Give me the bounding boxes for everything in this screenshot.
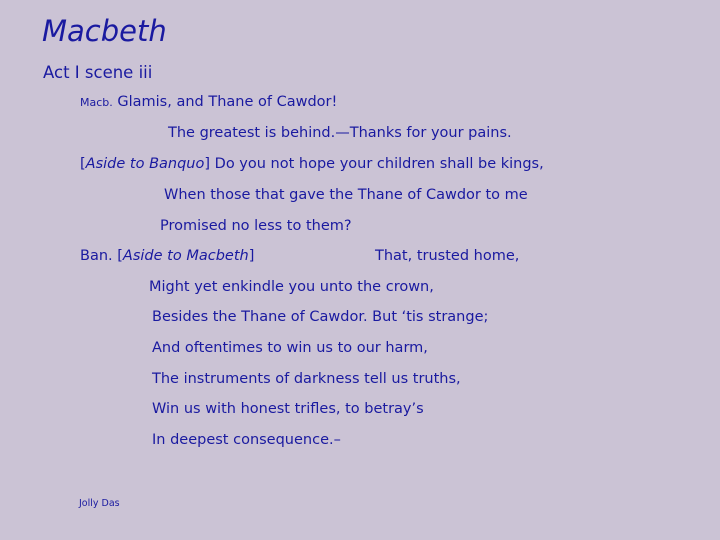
line-text: Promised no less to them? [160, 218, 352, 234]
play-line-8 [152, 309, 488, 325]
play-line-5 [160, 218, 352, 234]
bracket-close: ] [248, 248, 255, 264]
play-line-12 [152, 432, 341, 448]
line-text: Besides the Thane of Cawdor. But ‘tis strange; [152, 309, 489, 325]
author-footer: Jolly Das [79, 498, 120, 509]
play-line-3 [80, 156, 544, 172]
scene-subtitle: Act I scene iii [43, 63, 153, 82]
play-line-11 [152, 401, 424, 417]
play-line-4 [164, 187, 528, 203]
play-line-2 [168, 125, 512, 141]
line-text: The greatest is behind.—Thanks for your pains. [168, 125, 512, 141]
play-line-6-text [375, 248, 519, 264]
bracket-open: [ [80, 156, 86, 172]
bracket-close: ] [204, 156, 211, 172]
play-line-7 [149, 279, 434, 295]
line-text: Do you not hope your children shall be kings, [210, 156, 544, 172]
stage-direction: Aside to Macbeth [122, 248, 249, 264]
speaker-banquo: Ban. [80, 248, 118, 264]
line-text: Might yet enkindle you unto the crown, [149, 279, 434, 295]
line-text: Glamis, and Thane of Cawdor! [117, 94, 338, 110]
line-text: Win us with honest trifles, to betray’s [152, 401, 424, 417]
play-line-6-direction [80, 248, 254, 264]
play-line-10 [152, 371, 461, 387]
line-text: And oftentimes to win us to our harm, [152, 340, 428, 356]
play-line-9 [152, 340, 428, 356]
line-text: In deepest consequence.– [152, 432, 341, 448]
line-text: That, trusted home, [375, 248, 520, 264]
line-text: The instruments of darkness tell us truths, [152, 371, 461, 387]
slide-title: Macbeth [42, 14, 167, 48]
speaker-macbeth: Macb. [80, 96, 113, 109]
line-text: When those that gave the Thane of Cawdor to me [164, 187, 528, 203]
play-line-1 [80, 94, 337, 110]
bracket-open: [ [117, 248, 123, 264]
stage-direction: Aside to Banquo [85, 156, 205, 172]
